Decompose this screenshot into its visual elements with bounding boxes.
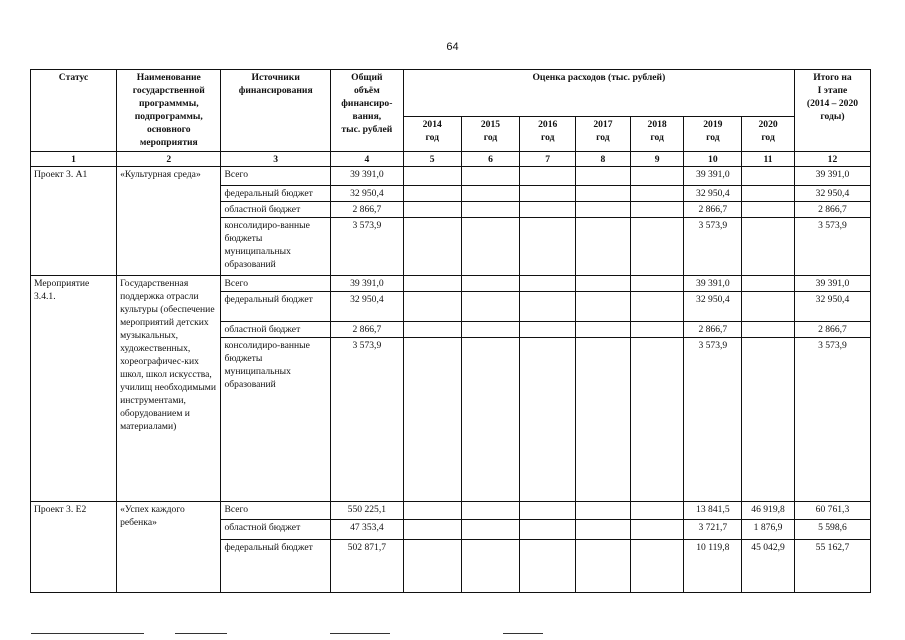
year-value-cell: 32 950,4 [684,186,742,202]
total-header-line: финансиро- [341,98,393,109]
year-value-cell [630,322,684,338]
year-value-cell [576,218,631,276]
total-cell: 502 871,7 [330,540,403,593]
year-value-cell: 1 876,9 [742,520,795,540]
stage-header [794,70,870,152]
year-value-cell: 3 721,7 [684,520,742,540]
year-word: год [761,132,775,143]
source-cell: консолидиро-ванные бюджеты муниципальных образований [221,338,330,502]
table-edge-mark [330,633,390,634]
year-value-cell [403,540,461,593]
column-number: 1 [31,152,117,167]
column-number-row [31,152,871,167]
year-header [461,117,520,152]
column-number: 3 [221,152,330,167]
year-value-cell: 3 573,9 [684,338,742,502]
year-value-cell [461,322,520,338]
status-cell: Мероприятие 3.4.1. [31,276,117,502]
stage-total-cell: 2 866,7 [794,202,870,218]
year-value-cell: 32 950,4 [684,292,742,322]
stage-total-cell: 39 391,0 [794,276,870,292]
status-cell: Проект 3. Е2 [31,502,117,593]
total-header-line: вания, [352,111,382,122]
year-value-cell [630,520,684,540]
year-value-cell [403,338,461,502]
total-cell: 32 950,4 [330,292,403,322]
year-value-cell [576,186,631,202]
year-value: 2020 [758,119,778,130]
year-value-cell [403,186,461,202]
year-word: год [596,132,610,143]
name-header-line: Наименование [136,72,201,83]
program-name-cell: «Культурная среда» [117,167,221,276]
year-value-cell: 2 866,7 [684,202,742,218]
year-value-cell [520,540,576,593]
year-value-cell [576,276,631,292]
year-value-cell [461,502,520,520]
stage-total-cell: 39 391,0 [794,167,870,186]
status-cell: Проект 3. А1 [31,167,117,276]
year-value-cell [742,338,795,502]
year-value-cell [520,276,576,292]
year-value-cell [461,276,520,292]
total-header-line: тыс. рублей [341,124,393,135]
year-header [742,117,795,152]
year-header [630,117,684,152]
sources-header-line: финансирования [238,85,313,96]
program-name-cell: Государственная поддержка отрасли культуры (обеспечение мероприятий детских музыкальных, художественных, хореографичес-ких школ, школ искусства, училищ необходимыми инструментами, оборудованием и материалами) [117,276,221,502]
source-cell: Всего [221,502,330,520]
year-value-cell [461,520,520,540]
year-value-cell [520,502,576,520]
year-value-cell [576,292,631,322]
year-value-cell [630,292,684,322]
year-value-cell [461,292,520,322]
status-header: Статус [31,70,117,152]
table-row [31,167,871,186]
financing-table [30,69,871,593]
year-header [520,117,576,152]
year-value-cell: 39 391,0 [684,167,742,186]
table-edge-mark [31,633,144,634]
source-cell: федеральный бюджет [221,540,330,593]
stage-total-cell: 32 950,4 [794,292,870,322]
year-value-cell [403,218,461,276]
column-number: 9 [630,152,684,167]
year-value-cell [576,322,631,338]
stage-header-line: (2014 – 2020 [806,98,859,109]
stage-header-line: Итого на [813,72,852,83]
year-value-cell [576,502,631,520]
year-value-cell [630,502,684,520]
total-cell: 2 866,7 [330,202,403,218]
column-number: 2 [117,152,221,167]
year-value-cell [461,186,520,202]
column-number: 11 [742,152,795,167]
stage-total-cell: 32 950,4 [794,186,870,202]
total-cell: 3 573,9 [330,338,403,502]
year-value-cell: 3 573,9 [684,218,742,276]
stage-total-cell: 2 866,7 [794,322,870,338]
year-value-cell [576,202,631,218]
year-value-cell [630,218,684,276]
year-value: 2014 [422,119,442,130]
stage-header-line: I этапе [817,85,848,96]
year-value-cell: 10 119,8 [684,540,742,593]
year-value-cell [630,276,684,292]
column-number: 7 [520,152,576,167]
year-word: год [650,132,664,143]
year-value-cell [403,167,461,186]
year-value-cell [403,322,461,338]
year-value-cell [630,202,684,218]
estimate-header: Оценка расходов (тыс. рублей) [403,70,794,117]
year-value-cell [742,276,795,292]
stage-total-cell: 3 573,9 [794,218,870,276]
year-value-cell: 13 841,5 [684,502,742,520]
year-value-cell: 45 042,9 [742,540,795,593]
column-number: 6 [461,152,520,167]
year-value-cell [403,276,461,292]
year-value-cell [403,292,461,322]
total-cell: 47 353,4 [330,520,403,540]
year-value-cell [576,338,631,502]
name-header-line: мероприятия [139,137,198,148]
column-number: 8 [576,152,631,167]
year-value-cell [461,167,520,186]
year-value-cell [742,167,795,186]
total-header-line: Общий [351,72,383,83]
year-value: 2016 [538,119,558,130]
column-number: 4 [330,152,403,167]
year-value-cell [520,520,576,540]
year-value: 2019 [703,119,723,130]
year-header [576,117,631,152]
total-cell: 2 866,7 [330,322,403,338]
year-value-cell: 46 919,8 [742,502,795,520]
year-word: год [425,132,439,143]
source-cell: консолидиро-ванные бюджеты муниципальных образований [221,218,330,276]
total-cell: 32 950,4 [330,186,403,202]
table-edge-mark [503,633,543,634]
program-name-cell: «Успех каждого ребенка» [117,502,221,593]
year-value-cell [742,322,795,338]
year-value-cell [403,502,461,520]
name-header-line: основного [147,124,191,135]
source-cell: областной бюджет [221,322,330,338]
table-row [31,276,871,292]
total-cell: 39 391,0 [330,167,403,186]
year-value-cell [461,202,520,218]
total-header-line: объём [353,85,380,96]
table-edge-mark [175,633,227,634]
column-number: 10 [684,152,742,167]
year-header [684,117,742,152]
source-cell: областной бюджет [221,520,330,540]
year-value-cell [742,218,795,276]
next-page-table-edge [30,630,871,640]
year-value: 2015 [480,119,501,130]
total-header [330,70,403,152]
source-cell: Всего [221,276,330,292]
column-number: 5 [403,152,461,167]
page-number: 64 [446,41,459,53]
source-cell: Всего [221,167,330,186]
year-value-cell [403,202,461,218]
year-word: год [483,132,498,143]
stage-total-cell: 5 598,6 [794,520,870,540]
year-value-cell: 39 391,0 [684,276,742,292]
year-value-cell [576,167,631,186]
year-value-cell [520,186,576,202]
year-value-cell [630,540,684,593]
year-value: 2018 [647,119,667,130]
year-value-cell [520,167,576,186]
year-word: год [540,132,555,143]
year-value-cell [576,520,631,540]
year-value-cell [461,540,520,593]
year-value-cell [630,167,684,186]
year-value-cell [520,338,576,502]
year-value-cell [576,540,631,593]
year-value-cell [630,338,684,502]
table-row [31,502,871,520]
year-value-cell [742,186,795,202]
year-value-cell: 2 866,7 [684,322,742,338]
header-row [31,70,871,117]
year-value-cell [520,292,576,322]
year-value-cell [630,186,684,202]
source-cell: областной бюджет [221,202,330,218]
total-cell: 39 391,0 [330,276,403,292]
stage-total-cell: 55 162,7 [794,540,870,593]
name-header-line: подпрограммы, [134,111,203,122]
stage-header-line: годы) [820,111,845,122]
year-value-cell [520,202,576,218]
year-word: год [706,132,720,143]
year-value-cell [520,322,576,338]
name-header-line: программмы, [138,98,199,109]
source-cell: федеральный бюджет [221,292,330,322]
name-header-line: государственной [132,85,205,96]
year-header [403,117,461,152]
stage-total-cell: 60 761,3 [794,502,870,520]
year-value-cell [461,218,520,276]
year-value: 2017 [593,119,613,130]
sources-header-line: Источники [251,72,300,83]
year-value-cell [742,292,795,322]
year-value-cell [742,202,795,218]
year-value-cell [403,520,461,540]
sources-header [221,70,330,152]
year-value-cell [461,338,520,502]
source-cell: федеральный бюджет [221,186,330,202]
total-cell: 3 573,9 [330,218,403,276]
name-header [117,70,221,152]
column-number: 12 [794,152,870,167]
stage-total-cell: 3 573,9 [794,338,870,502]
total-cell: 550 225,1 [330,502,403,520]
year-value-cell [520,218,576,276]
